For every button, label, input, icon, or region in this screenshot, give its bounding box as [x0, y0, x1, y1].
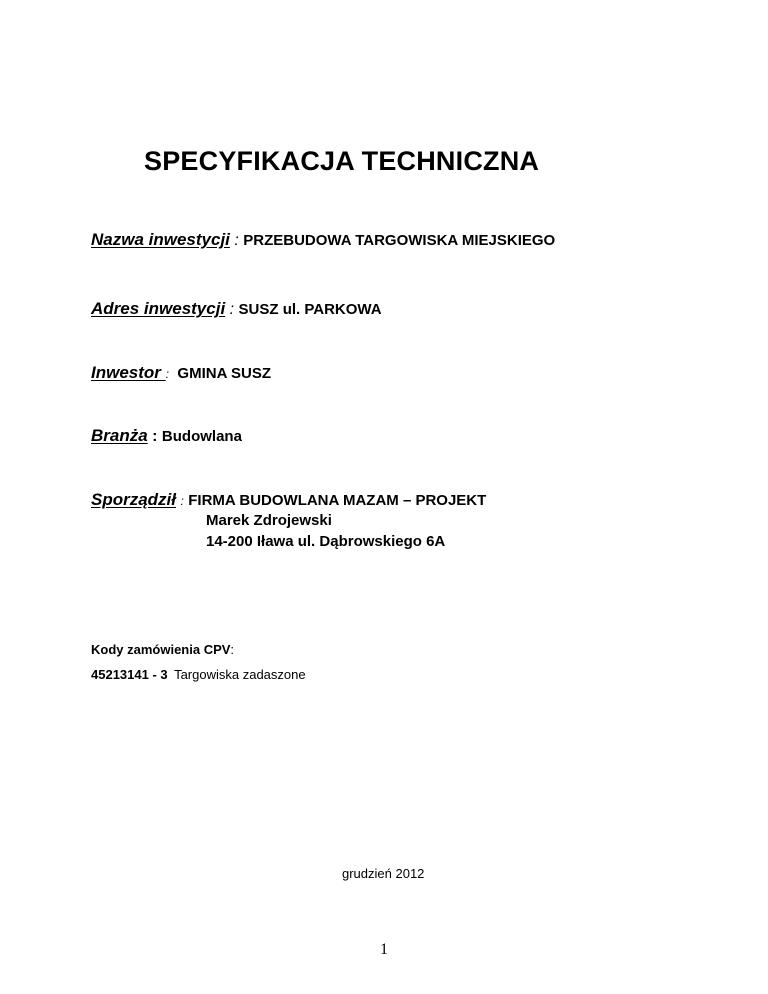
field-separator: : [180, 494, 184, 508]
field-value-line: Marek Zdrojewski [206, 512, 332, 529]
cpv-heading-label: Kody zamówienia CPV [91, 642, 231, 657]
field-separator: : [165, 367, 169, 381]
field-value: SUSZ ul. PARKOWA [238, 301, 382, 318]
field-value: Budowlana [161, 428, 242, 445]
field-separator: : [234, 232, 239, 249]
cpv-description: Targowiska zadaszone [174, 667, 306, 682]
field-label: Inwestor [91, 363, 166, 382]
field-value-line: 14-200 Iława ul. Dąbrowskiego 6A [206, 533, 446, 550]
field-value: GMINA SUSZ [177, 365, 272, 382]
cpv-code: 45213141 - 3 [91, 667, 168, 682]
field-adres-inwestycji [91, 299, 382, 319]
field-value: PRZEBUDOWA TARGOWISKA MIEJSKIEGO [243, 232, 556, 249]
field-label: Nazwa inwestycji [91, 230, 230, 249]
field-inwestor [91, 363, 271, 383]
field-separator: : [152, 428, 158, 445]
field-label: Adres inwestycji [91, 299, 226, 318]
field-sporzadzil [91, 490, 486, 510]
field-nazwa-inwestycji [91, 230, 555, 250]
field-label: Sporządził [91, 490, 177, 509]
cpv-heading [91, 641, 234, 659]
cpv-code-row [91, 666, 306, 684]
document-title: SPECYFIKACJA TECHNICZNA [144, 146, 540, 176]
field-value-line: FIRMA BUDOWLANA MAZAM – PROJEKT [188, 492, 487, 509]
cpv-heading-separator: : [230, 642, 235, 657]
field-branza [91, 426, 242, 446]
page-number: 1 [380, 941, 388, 958]
field-separator: : [229, 301, 235, 318]
document-date: grudzień 2012 [342, 866, 425, 881]
field-label: Branża [91, 426, 148, 445]
